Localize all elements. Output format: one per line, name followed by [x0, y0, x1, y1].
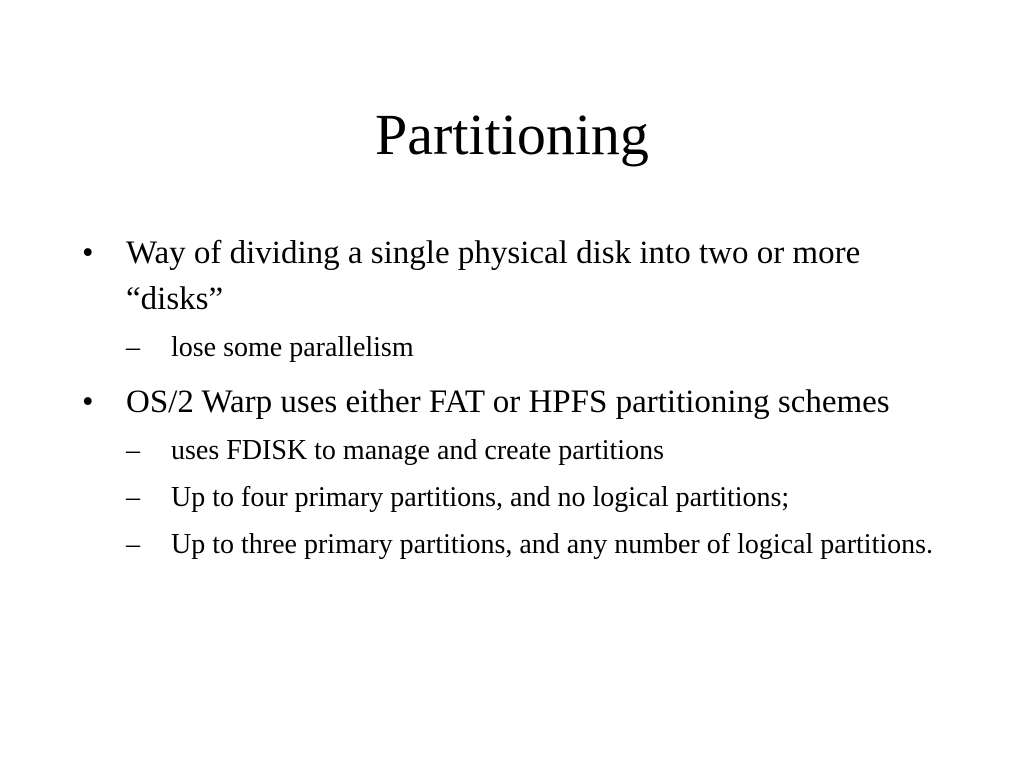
slide-title: Partitioning [375, 102, 649, 167]
dash-icon: – [126, 332, 140, 363]
sub-bullet-text: uses FDISK to manage and create partitions [171, 435, 664, 466]
bullet-text: OS/2 Warp uses either FAT or HPFS partitioning schemes [126, 384, 890, 420]
sub-bullet-item [126, 328, 942, 367]
dash-icon: – [126, 529, 140, 560]
sub-bullet-text: lose some parallelism [171, 332, 414, 363]
sub-bullet-item [126, 431, 942, 470]
sub-bullet-text: Up to three primary partitions, and any number of logical partitions. [171, 529, 934, 560]
slide-content [82, 230, 942, 572]
dash-icon: – [126, 482, 140, 513]
bullet-icon: • [82, 384, 94, 420]
bullet-icon: • [82, 235, 94, 271]
bullet-item [82, 230, 942, 322]
sub-bullet-item [126, 525, 942, 564]
bullet-item [82, 379, 942, 425]
sub-bullet-text: Up to four primary partitions, and no logical partitions; [171, 482, 790, 513]
dash-icon: – [126, 435, 140, 466]
sub-bullet-item [126, 478, 942, 517]
bullet-text: Way of dividing a single physical disk into two or more “disks” [126, 235, 861, 317]
